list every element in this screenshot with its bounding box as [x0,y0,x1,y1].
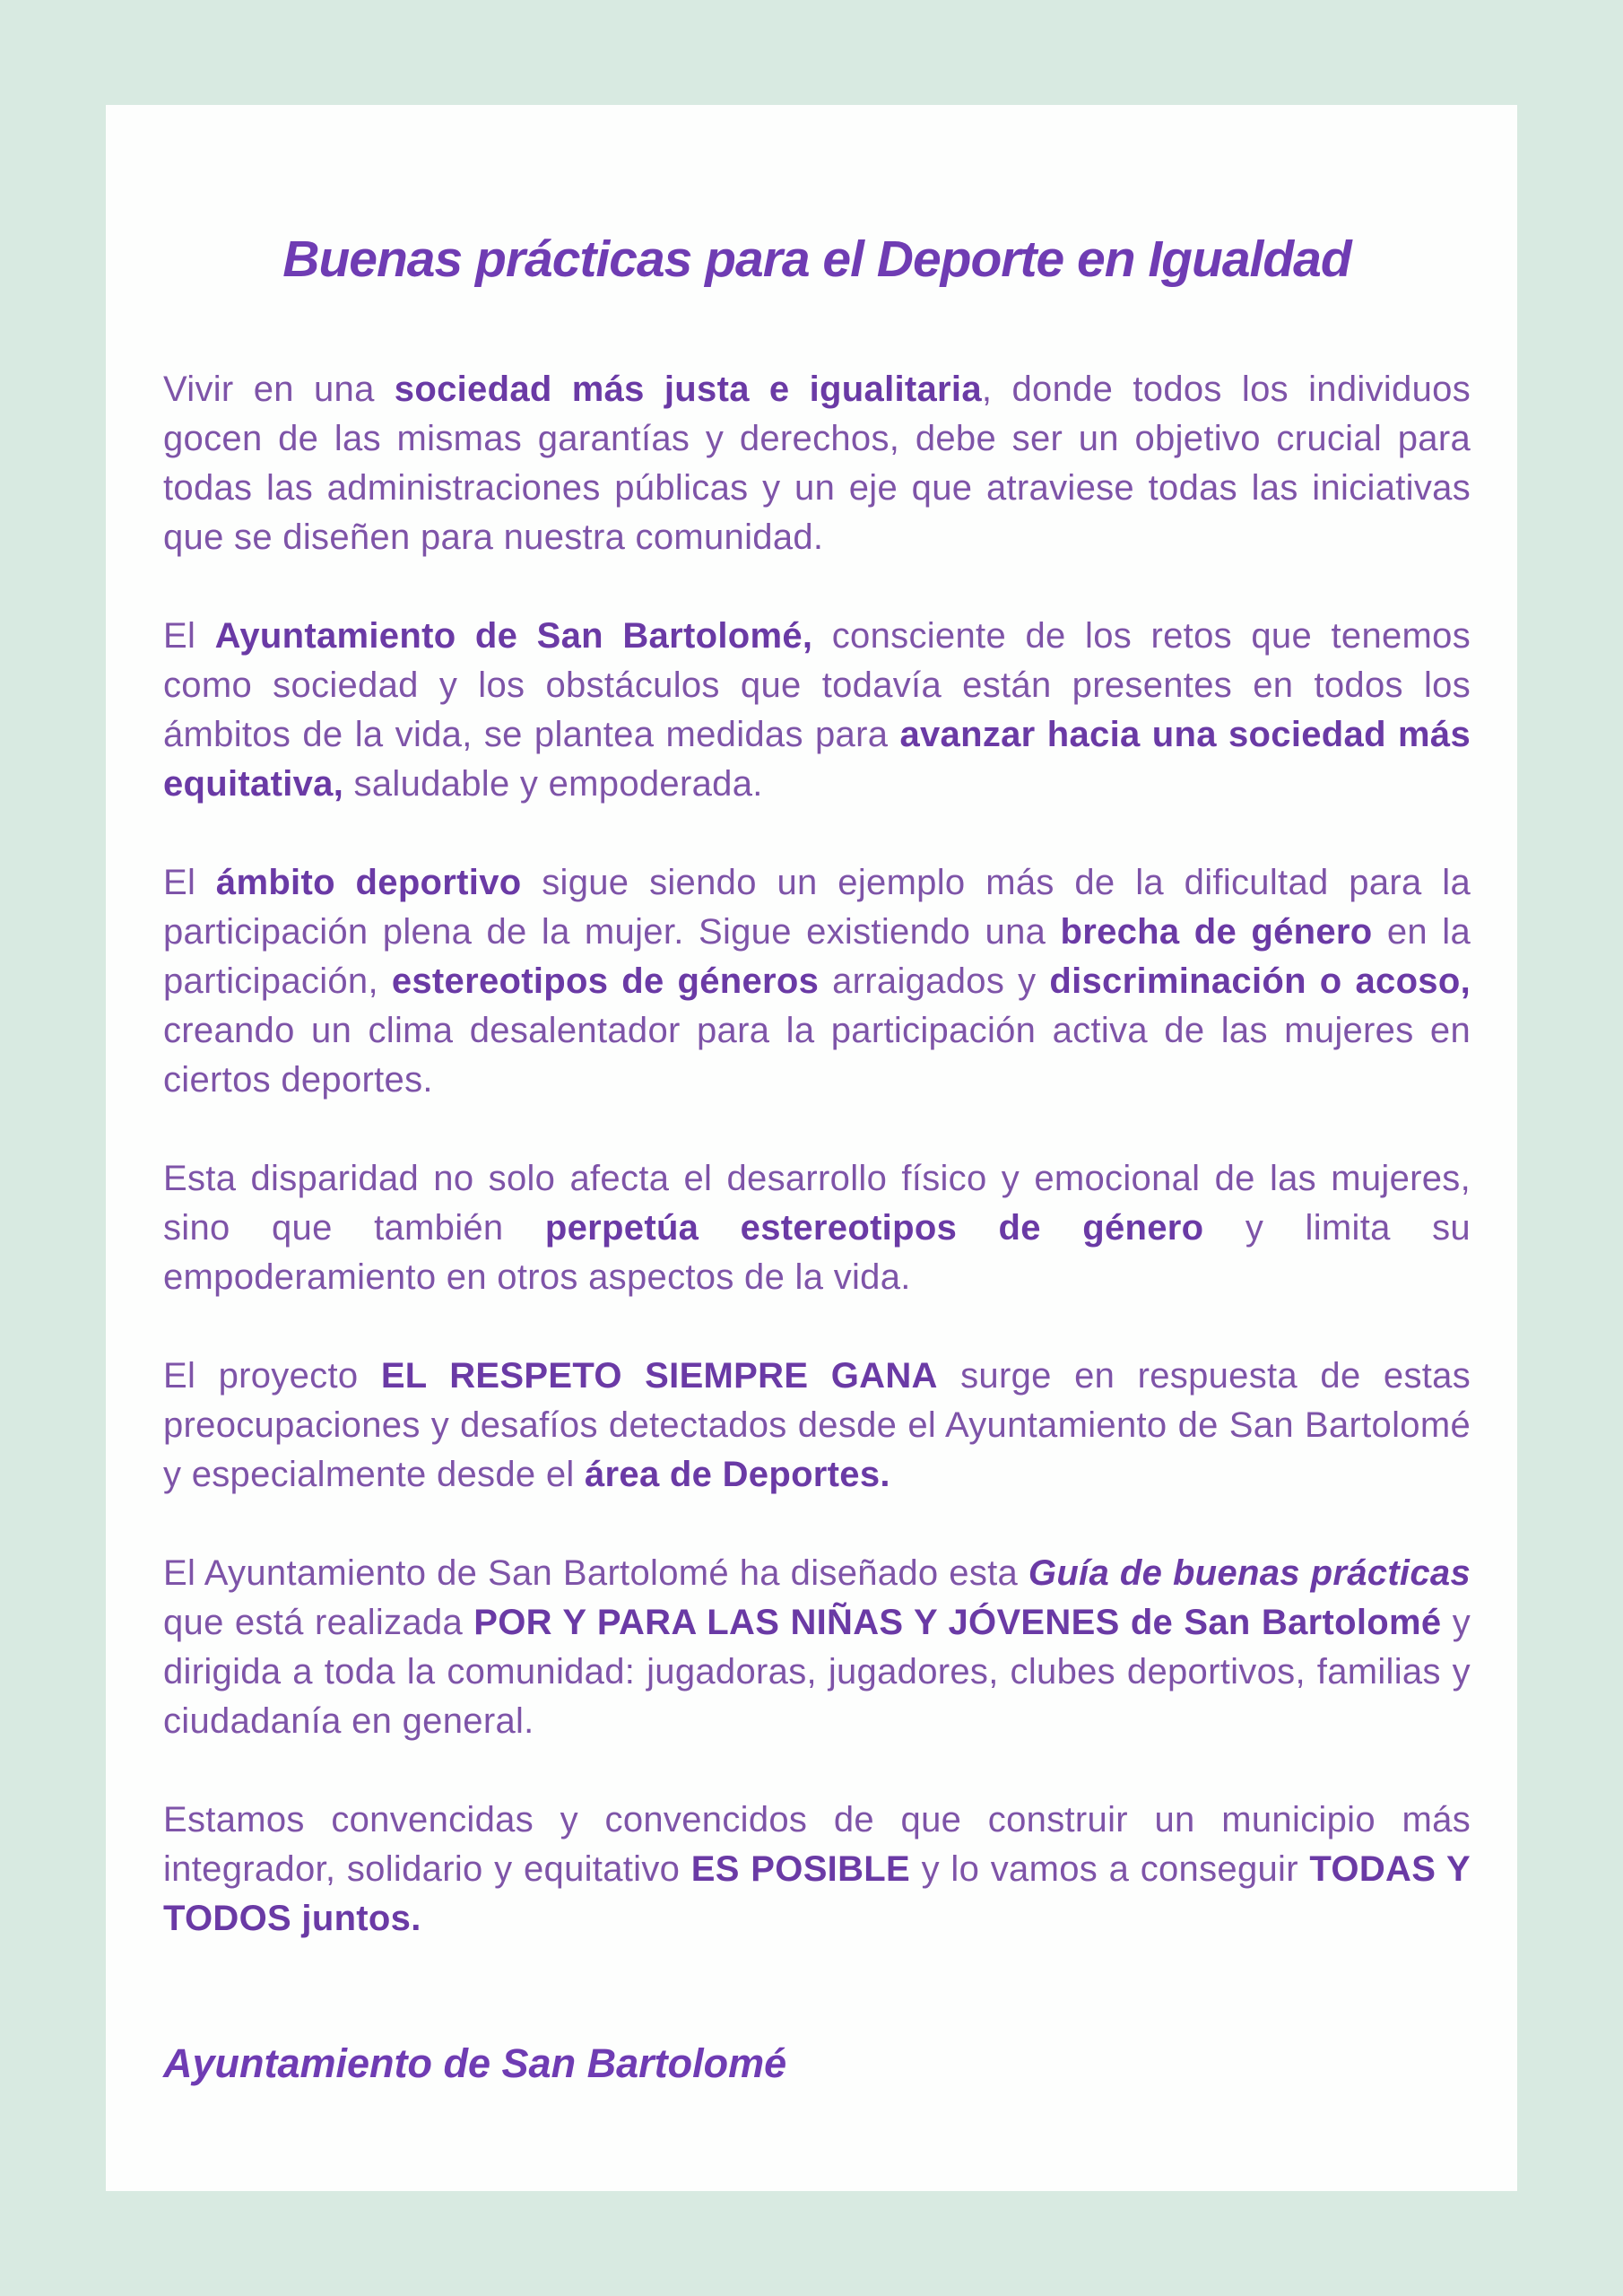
paragraph [163,1154,1471,1302]
text-run: consciente de los retos que tenemos como sociedad y los obstáculos que todavía están presentes en todos los ámbitos de la vida, se plantea medidas para [163,616,1471,755]
text-run: POR Y PARA LAS NIÑAS Y JÓVENES de San Bartolomé [473,1603,1442,1643]
text-run: discriminación o acoso, [1049,961,1471,1002]
text-run: , donde todos los individuos gocen de las mismas garantías y derechos, debe ser un objetivo crucial para todas las administraciones públicas y un eje que atraviese todas las iniciativas que se diseñen para nuestra comunidad. [163,370,1471,558]
text-run: El [163,616,215,657]
text-run: y dirigida a toda la comunidad: jugadoras, jugadores, clubes deportivos, familias y ciudadanía en general. [163,1603,1471,1742]
paragraph [163,1549,1471,1746]
paragraph [163,858,1471,1105]
text-run: Estamos convencidas y convencidos de que construir un municipio más integrador, solidario y equitativo [163,1800,1471,1890]
paragraph [163,1352,1471,1500]
text-run: que está realizada [163,1603,474,1643]
paragraph [163,365,1471,562]
text-run: Guía de buenas prácticas [1028,1553,1471,1594]
text-run: en la participación, [163,912,1471,1002]
text-run: arraigados y [819,961,1050,1002]
page-title: Buenas prácticas para el Deporte en Igualdad [282,230,1351,288]
text-run: Vivir en una [163,370,395,410]
text-run: y lo vamos a conseguir [910,1849,1310,1890]
text-run: brecha de género [1060,912,1373,952]
text-run: El Ayuntamiento de San Bartolomé ha diseñado esta [163,1553,1028,1594]
signature: Ayuntamiento de San Bartolomé [163,2040,787,2087]
text-run: avanzar hacia una sociedad más equitativa, [163,715,1471,804]
text-run: ES POSIBLE [690,1849,910,1890]
text-run: Ayuntamiento de San Bartolomé, [214,616,813,657]
text-run: ámbito deportivo [215,863,522,903]
text-run: surge en respuesta de estas preocupaciones y desafíos detectados desde el Ayuntamiento de San Bartolomé y especialmente desde el [163,1356,1471,1495]
paragraphs [163,365,1471,1944]
text-run: sociedad más justa e igualitaria [394,370,982,410]
text-run: Esta disparidad no solo afecta el desarrollo físico y emocional de las mujeres, sino que también [163,1159,1471,1248]
text-run: área de Deportes. [585,1455,890,1495]
text-run: perpetúa estereotipos de género [544,1208,1204,1248]
text-run: estereotipos de géneros [391,961,820,1002]
paragraph [163,612,1471,809]
text-run: El proyecto [163,1356,381,1396]
text-run: saludable y empoderada. [343,764,763,804]
text-run: sigue siendo un ejemplo más de la dificultad para la participación plena de la mujer. Sigue existiendo una [163,863,1471,952]
document-card [106,105,1517,2191]
text-run: EL RESPETO SIEMPRE GANA [380,1356,938,1396]
paragraph [163,1796,1471,1944]
text-run: TODAS Y TODOS juntos. [163,1849,1471,1939]
text-run: y limita su empoderamiento en otros aspectos de la vida. [163,1208,1471,1298]
text-run: El [163,863,216,903]
text-run: creando un clima desalentador para la participación activa de las mujeres en ciertos deportes. [163,1011,1471,1100]
